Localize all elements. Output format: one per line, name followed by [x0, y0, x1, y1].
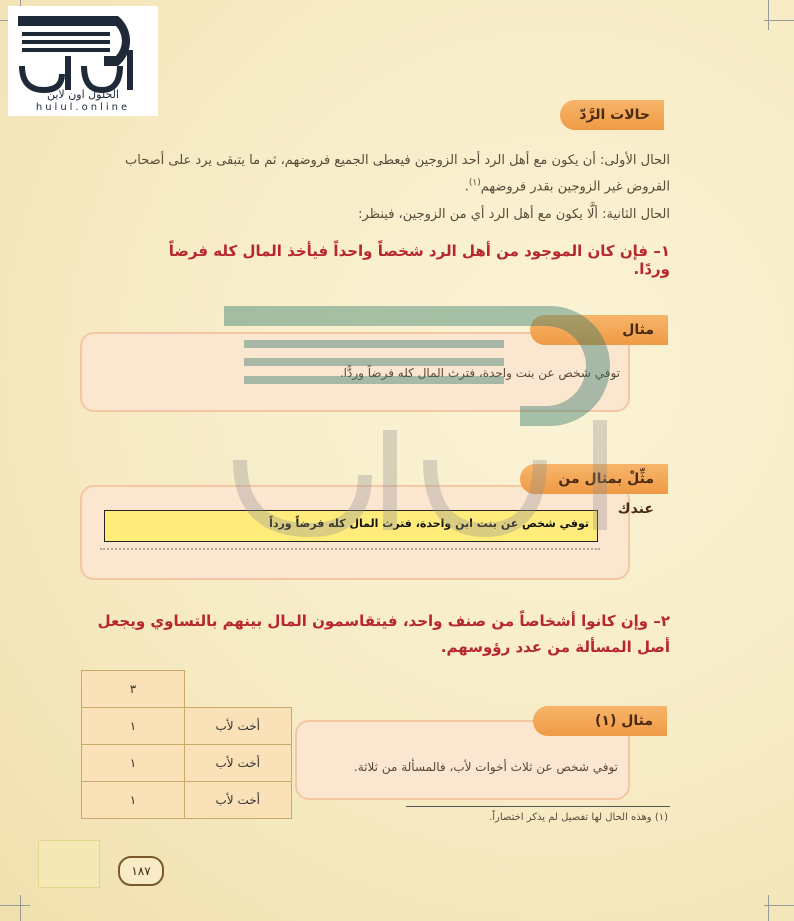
- site-logo: [8, 6, 158, 116]
- paragraph-case-two: الحال الثانية: ألَّا يكون مع أهل الرد أي من الزوجين، فينظر:: [358, 207, 670, 222]
- table-row: [82, 745, 292, 782]
- rule-two: ٢– وإن كانوا أشخاصاً من صنف واحد، فيتقاسمون المال بينهم بالتساوي ويجعل أصل المسألة من عدد رؤوسهم.: [97, 612, 670, 656]
- table-cell: ١: [82, 708, 185, 745]
- table-cell: أخت لأب: [185, 745, 292, 782]
- logo-latin-text: hulul.online: [35, 102, 131, 113]
- example-tag: مثال: [530, 315, 668, 345]
- rule-one: ١– فإن كان الموجود من أهل الرد شخصاً واحداً فيأخذ المال كله فرضاً وردًا.: [168, 242, 670, 278]
- logo-arabic-text: الحلول اون لاين: [47, 88, 119, 101]
- practice-answer-box[interactable]: [104, 510, 598, 542]
- table-cell: ١: [82, 782, 185, 819]
- example-text: توفي شخص عن بنت واحدة، فترث المال كله فرضاً وردًّا.: [339, 366, 620, 380]
- page-ornament: [38, 840, 100, 888]
- example-one-tag: مثال (١): [533, 706, 667, 736]
- example-one-text: توفي شخص عن ثلاث أخوات لأب، فالمسألة من ثلاثة.: [353, 760, 618, 774]
- paragraph-case-one-text: الحال الأولى: أن يكون مع أهل الرد أحد الزوجين فيعطى الجميع فروضهم، ثم ما يتبقى يرد على أصحاب الفروض غير الزوجين بقدر فروضهم: [125, 153, 670, 195]
- table-cell: ٣: [82, 671, 185, 708]
- footnote: (١) وهذه الحال لها تفصيل لم يذكر اختصاراً.: [489, 812, 668, 823]
- dotted-line: [100, 548, 600, 550]
- shares-table: [81, 670, 292, 819]
- table-cell: أخت لأب: [185, 782, 292, 819]
- table-header-row: [82, 671, 292, 708]
- paragraph-case-one: الحال الأولى: أن يكون مع أهل الرد أحد الزوجين فيعطى الجميع فروضهم، ثم ما يتبقى يرد على أصحاب الفروض غير الزوجين بقدر فروضهم$^{(١)}$.: [125, 153, 670, 195]
- table-cell-empty: [185, 671, 292, 708]
- section-title: حالات الرَّدّ: [560, 100, 664, 130]
- practice-tag: مثِّلْ بمثال من عندك: [520, 464, 668, 494]
- page-number-badge: [118, 856, 164, 886]
- footnote-ref: (١): [468, 178, 481, 188]
- practice-answer-text: توفي شخص عن بنت ابن واحدة، فترث المال كله فرضاً ورداً: [269, 517, 589, 530]
- footnote-divider: [406, 806, 670, 807]
- table-row: [82, 782, 292, 819]
- table-row: [82, 708, 292, 745]
- table-cell: أخت لأب: [185, 708, 292, 745]
- table-cell: ١: [82, 745, 185, 782]
- page-number: ١٨٧: [131, 864, 151, 878]
